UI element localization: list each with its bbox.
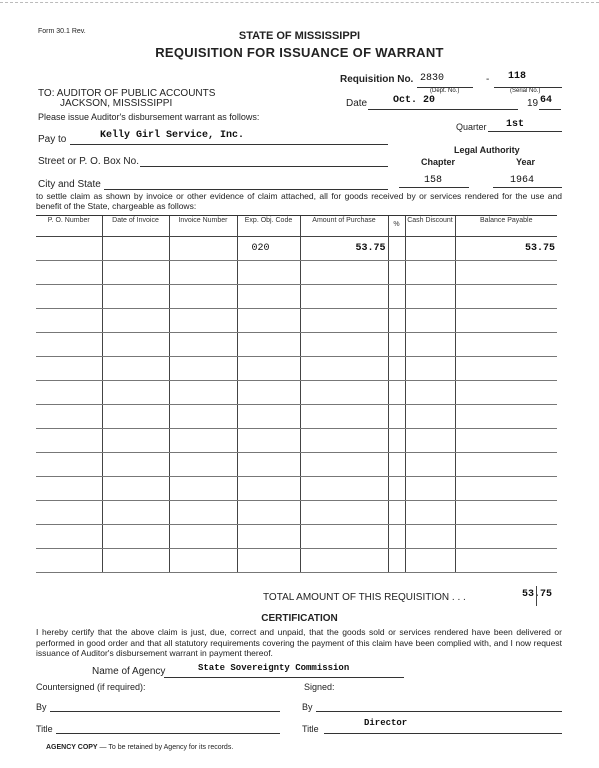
header-po-number: P. O. Number (36, 216, 102, 237)
instruction-text: Please issue Auditor's disbursement warrant as follows: (38, 112, 260, 122)
exp-code-cell[interactable] (237, 477, 300, 501)
po-number-cell[interactable] (36, 381, 102, 405)
discount-cell[interactable] (405, 405, 455, 429)
header-exp-obj-code: Exp. Obj. Code (237, 216, 300, 237)
table-row (36, 429, 557, 453)
invoice-number-cell[interactable] (169, 333, 237, 357)
countersign-by-label: By (36, 702, 47, 712)
discount-cell[interactable] (405, 261, 455, 285)
header-percent: % (388, 216, 405, 237)
po-number-cell[interactable] (36, 261, 102, 285)
header-amount-of-purchase: Amount of Purchase (300, 216, 388, 237)
amount-cell[interactable] (300, 429, 388, 453)
balance-cell[interactable] (455, 357, 557, 381)
invoice-number-cell[interactable] (169, 549, 237, 573)
settle-claim-text: to settle claim as shown by invoice or other evidence of claim attached, all for goods received by or services rendered for the use and benefit of the State, chargeable as follows: (36, 191, 562, 211)
percent-cell[interactable] (388, 357, 405, 381)
balance-cell[interactable] (455, 549, 557, 573)
invoice-number-cell[interactable] (169, 357, 237, 381)
discount-cell[interactable] (405, 381, 455, 405)
countersign-title-label: Title (36, 724, 53, 734)
dept-no-caption: (Dept. No.) (430, 88, 460, 94)
signed-label: Signed: (304, 682, 335, 692)
table-row (36, 261, 557, 285)
invoice-number-cell[interactable] (169, 381, 237, 405)
chapter-label: Chapter (421, 157, 456, 167)
pay-to-field[interactable]: Kelly Girl Service, Inc. (100, 130, 245, 141)
table-row (36, 237, 557, 261)
invoice-date-cell[interactable] (102, 477, 169, 501)
invoice-number-cell[interactable] (169, 477, 237, 501)
exp-code-cell[interactable] (237, 333, 300, 357)
countersign-by-line[interactable] (50, 711, 280, 712)
balance-cell[interactable] (455, 429, 557, 453)
balance-cell[interactable] (455, 333, 557, 357)
invoice-date-cell[interactable] (102, 429, 169, 453)
invoice-date-cell[interactable] (102, 501, 169, 525)
amount-cell[interactable] (300, 405, 388, 429)
balance-cell[interactable] (455, 453, 557, 477)
invoice-number-cell[interactable] (169, 525, 237, 549)
percent-cell[interactable] (388, 525, 405, 549)
requisition-separator: - (486, 74, 490, 85)
table-row (36, 309, 557, 333)
authority-year-line (493, 187, 562, 188)
invoice-date-cell[interactable] (102, 309, 169, 333)
percent-cell[interactable] (388, 549, 405, 573)
table-header-row (36, 216, 557, 237)
year-authority-label: Year (516, 157, 536, 167)
po-number-cell[interactable] (36, 237, 102, 261)
amount-cell[interactable]: 53.75 (300, 237, 388, 261)
discount-cell[interactable] (405, 525, 455, 549)
invoice-number-cell[interactable] (169, 261, 237, 285)
exp-code-cell[interactable] (237, 549, 300, 573)
chapter-field[interactable]: 158 (424, 175, 443, 186)
balance-cell[interactable] (455, 261, 557, 285)
header-date-of-invoice: Date of Invoice (102, 216, 169, 237)
page-title: REQUISITION FOR ISSUANCE OF WARRANT (155, 45, 444, 60)
percent-cell[interactable] (388, 381, 405, 405)
po-number-cell[interactable] (36, 429, 102, 453)
po-number-cell[interactable] (36, 477, 102, 501)
discount-cell[interactable] (405, 285, 455, 309)
percent-cell[interactable] (388, 285, 405, 309)
agency-label: Name of Agency (92, 666, 166, 677)
year-field[interactable]: 64 (540, 95, 553, 106)
amount-cell[interactable] (300, 477, 388, 501)
percent-cell[interactable] (388, 477, 405, 501)
percent-cell[interactable] (388, 333, 405, 357)
exp-code-cell[interactable] (237, 453, 300, 477)
po-number-cell[interactable] (36, 525, 102, 549)
exp-code-cell[interactable] (237, 357, 300, 381)
table-row (36, 525, 557, 549)
requisition-label: Requisition No. (340, 74, 414, 85)
street-line (140, 166, 388, 167)
amount-cell[interactable] (300, 549, 388, 573)
po-number-cell[interactable] (36, 357, 102, 381)
exp-code-cell[interactable] (237, 381, 300, 405)
percent-cell[interactable] (388, 501, 405, 525)
pay-to-label: Pay to (38, 134, 67, 145)
certification-text: I hereby certify that the above claim is just, due, correct and unpaid, that the goods sold or services rendered have been delivered or performed in good order and that all statutory requirements covering the payment of this claim have been complied with, and I now request issuance of Auditor's disbursement warrant in payment thereof. (36, 627, 562, 658)
footer-note (46, 744, 233, 751)
po-number-cell[interactable] (36, 453, 102, 477)
exp-code-cell[interactable]: 020 (237, 237, 300, 261)
street-label: Street or P. O. Box No. (38, 156, 139, 167)
header-cash-discount: Cash Discount (405, 216, 455, 237)
balance-cell[interactable] (455, 285, 557, 309)
discount-cell[interactable] (405, 453, 455, 477)
exp-code-cell[interactable] (237, 285, 300, 309)
exp-code-cell[interactable] (237, 405, 300, 429)
exp-code-cell[interactable] (237, 429, 300, 453)
footer-retain-text: — To be retained by Agency for its records. (97, 744, 234, 751)
header-invoice-number: Invoice Number (169, 216, 237, 237)
invoice-number-cell[interactable] (169, 405, 237, 429)
balance-cell[interactable] (455, 309, 557, 333)
percent-cell[interactable] (388, 261, 405, 285)
quarter-line (488, 131, 562, 132)
invoice-number-cell[interactable] (169, 501, 237, 525)
discount-cell[interactable] (405, 333, 455, 357)
balance-cell[interactable] (455, 501, 557, 525)
invoice-date-cell[interactable] (102, 381, 169, 405)
signed-by-label: By (302, 702, 313, 712)
amount-cell[interactable] (300, 309, 388, 333)
percent-cell[interactable] (388, 429, 405, 453)
discount-cell[interactable] (405, 429, 455, 453)
claim-table (36, 216, 557, 573)
dept-no-field[interactable]: 2830 (420, 73, 445, 84)
po-number-cell[interactable] (36, 285, 102, 309)
exp-code-cell[interactable] (237, 501, 300, 525)
invoice-date-cell[interactable] (102, 237, 169, 261)
table-row (36, 549, 557, 573)
header-balance-payable: Balance Payable (455, 216, 557, 237)
po-number-cell[interactable] (36, 549, 102, 573)
table-row (36, 285, 557, 309)
date-label: Date (346, 98, 368, 109)
discount-cell[interactable] (405, 237, 455, 261)
invoice-date-cell[interactable] (102, 549, 169, 573)
signed-title-line (324, 733, 562, 734)
date-field[interactable]: Oct. 20 (393, 95, 436, 106)
chapter-line (399, 187, 469, 188)
invoice-date-cell[interactable] (102, 453, 169, 477)
certification-title: CERTIFICATION (261, 613, 338, 624)
amount-cell[interactable] (300, 381, 388, 405)
discount-cell[interactable] (405, 549, 455, 573)
year-line (539, 109, 561, 110)
agency-field[interactable]: State Sovereignty Commission (198, 663, 350, 673)
balance-cell[interactable] (455, 405, 557, 429)
percent-cell[interactable] (388, 309, 405, 333)
table-row (36, 501, 557, 525)
balance-cell[interactable]: 53.75 (455, 237, 557, 261)
year-prefix: 19 (527, 98, 539, 109)
invoice-date-cell[interactable] (102, 525, 169, 549)
discount-cell[interactable] (405, 501, 455, 525)
amount-cell[interactable] (300, 261, 388, 285)
signed-by-line[interactable] (316, 711, 562, 712)
pay-to-line (70, 144, 388, 145)
table-row (36, 405, 557, 429)
po-number-cell[interactable] (36, 501, 102, 525)
quarter-label: Quarter (456, 122, 487, 132)
invoice-number-cell[interactable] (169, 237, 237, 261)
city-line (104, 189, 388, 190)
balance-cell[interactable] (455, 525, 557, 549)
amount-cell[interactable] (300, 357, 388, 381)
discount-cell[interactable] (405, 477, 455, 501)
legal-authority-title: Legal Authority (454, 145, 520, 155)
amount-cell[interactable] (300, 525, 388, 549)
countersigned-label: Countersigned (if required): (36, 682, 146, 692)
total-divider (536, 586, 537, 606)
po-number-cell[interactable] (36, 333, 102, 357)
table-row (36, 333, 557, 357)
addressee-line1: TO: AUDITOR OF PUBLIC ACCOUNTS (38, 88, 216, 99)
perforation-line (0, 2, 599, 3)
discount-cell[interactable] (405, 309, 455, 333)
signed-title-field[interactable]: Director (364, 718, 408, 728)
exp-code-cell[interactable] (237, 309, 300, 333)
percent-cell[interactable] (388, 453, 405, 477)
po-number-cell[interactable] (36, 309, 102, 333)
table-row (36, 477, 557, 501)
invoice-date-cell[interactable] (102, 357, 169, 381)
state-heading: STATE OF MISSISSIPPI (238, 30, 361, 42)
serial-no-field[interactable]: 118 (508, 71, 527, 82)
invoice-date-cell[interactable] (102, 405, 169, 429)
total-label: TOTAL AMOUNT OF THIS REQUISITION . . . (263, 592, 466, 603)
invoice-number-cell[interactable] (169, 309, 237, 333)
percent-cell[interactable] (388, 237, 405, 261)
table-row (36, 357, 557, 381)
signed-title-label: Title (302, 724, 319, 734)
discount-cell[interactable] (405, 357, 455, 381)
amount-cell[interactable] (300, 285, 388, 309)
total-amount[interactable]: 53.75 (522, 589, 553, 600)
countersign-title-line[interactable] (56, 733, 280, 734)
amount-cell[interactable] (300, 501, 388, 525)
table-row (36, 453, 557, 477)
footer-copy-label: AGENCY COPY (46, 744, 98, 751)
balance-cell[interactable] (455, 477, 557, 501)
balance-cell[interactable] (455, 381, 557, 405)
invoice-date-cell[interactable] (102, 285, 169, 309)
exp-code-cell[interactable] (237, 261, 300, 285)
city-label: City and State (38, 179, 101, 190)
invoice-number-cell[interactable] (169, 285, 237, 309)
invoice-date-cell[interactable] (102, 333, 169, 357)
amount-cell[interactable] (300, 333, 388, 357)
serial-no-caption: (Serial No.) (510, 88, 541, 94)
quarter-field[interactable]: 1st (506, 119, 525, 130)
form-number: Form 30.1 Rev. (38, 28, 86, 35)
invoice-number-cell[interactable] (169, 453, 237, 477)
invoice-number-cell[interactable] (169, 429, 237, 453)
table-row (36, 381, 557, 405)
addressee-line2: JACKSON, MISSISSIPPI (60, 98, 173, 109)
percent-cell[interactable] (388, 405, 405, 429)
amount-cell[interactable] (300, 453, 388, 477)
authority-year-field[interactable]: 1964 (510, 175, 535, 186)
po-number-cell[interactable] (36, 405, 102, 429)
date-line (368, 109, 518, 110)
invoice-date-cell[interactable] (102, 261, 169, 285)
agency-line (164, 677, 404, 678)
exp-code-cell[interactable] (237, 525, 300, 549)
